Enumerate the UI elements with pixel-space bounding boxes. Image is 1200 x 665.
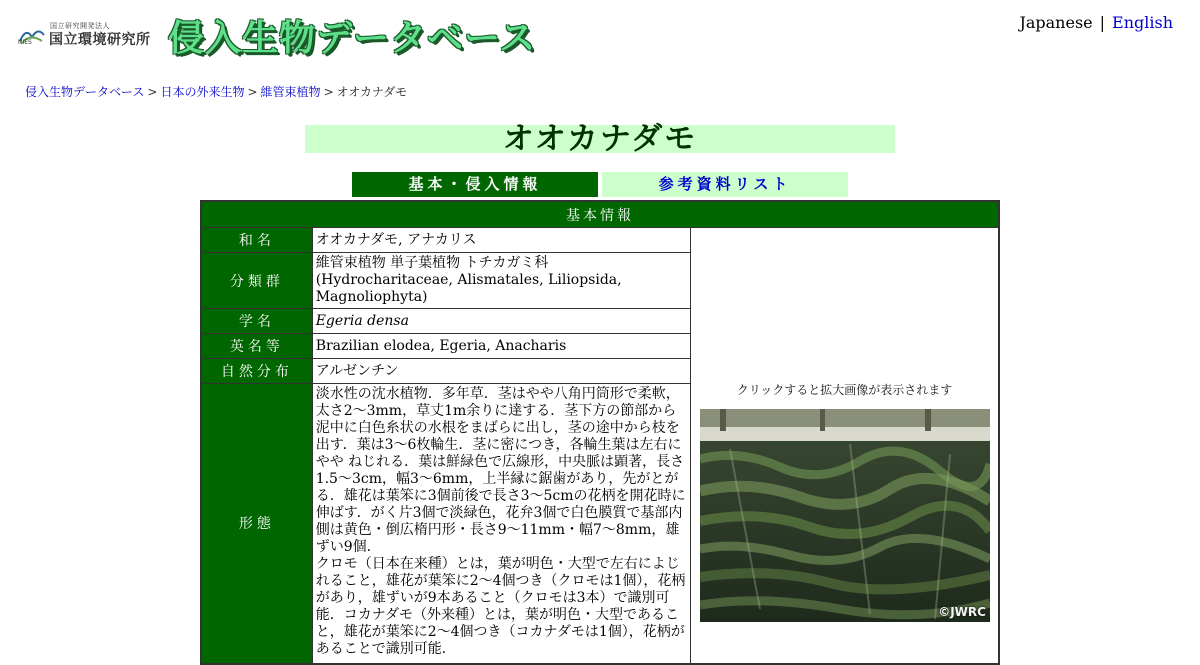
table-header: 基本情報 [201, 201, 999, 228]
label-morphology: 形態 [201, 384, 312, 664]
breadcrumb-current: オオカナダモ [336, 85, 408, 99]
svg-text:NIES: NIES [18, 39, 32, 45]
taxonomy-latin: (Hydrocharitaceae, Alismatales, Liliopsida, Magnoliophyta) [315, 272, 622, 305]
breadcrumb-link-database[interactable]: 侵入生物データベース [25, 85, 145, 99]
language-switcher [1019, 13, 1173, 32]
morphology-description: 淡水性の沈水植物．多年草．茎はやや八角円筒形で柔軟，太さ2～3mm，草丈1m余りに達する．茎下方の節部から泥中に白色糸状の水根をまばらに出し，茎の途中から枝を出す．葉は3～6枚輪生．茎に密につき，各輪生葉は左右にやや ねじれる．葉は鮮緑色で広線形，中央脈は顕著，長さ1.5～3cm，幅3～6mm，上半縁に鋸歯があり，先がとがる．雄花は葉笨に3個前後で長さ3～5cmの花柄を開花時に伸ばす．がく片3個で淡緑色，花弁3個で白色膜質で基部内側は黄色・倒広楕円形・長さ9～11mm・幅7～8mm，雄ずい9個． [315, 386, 686, 555]
breadcrumb-link-vascular-plants[interactable]: 維管束植物 [260, 85, 321, 99]
label-japanese-name: 和名 [201, 228, 312, 253]
site-title-logo[interactable]: 侵入生物データベース [168, 18, 537, 59]
language-current: Japanese [1019, 13, 1093, 32]
species-title: オオカナダモ [305, 125, 895, 153]
label-native-range: 自然分布 [201, 359, 312, 384]
photo-click-note: クリックすると拡大画像が表示されます [736, 383, 953, 397]
breadcrumb-separator: > [147, 85, 158, 99]
species-photo[interactable] [700, 409, 990, 622]
basic-info-table [200, 200, 1000, 665]
photo-cell [690, 228, 999, 664]
org-name: 国立環境研究所 [49, 32, 151, 48]
tab-reference-list[interactable]: 参考資料リスト [602, 172, 848, 197]
value-scientific-name [312, 309, 690, 334]
value-japanese-name: オオカナダモ, アナカリス [312, 228, 690, 253]
breadcrumb-separator: > [247, 85, 258, 99]
nies-logo[interactable] [18, 18, 153, 48]
taxonomy-japanese: 維管束植物 単子葉植物 トチカガミ科 [315, 255, 549, 271]
breadcrumb-link-alien-species[interactable]: 日本の外来生物 [160, 85, 245, 99]
morphology-identification: クロモ（日本在来種）とは，葉が明色・大型で左右によじれること，雄花が葉笨に2～4個つき（クロモは1個），花柄があり，雄ずいが9本あること（クロモは3本）で識別可能．コカナダモ（外来種）とは，葉が明色・大型であること，雄花が葉笨に2～4個つき（コカナダモは1個），花柄があることで識別可能． [315, 556, 686, 657]
breadcrumb [25, 83, 407, 100]
value-english-name: Brazilian elodea, Egeria, Anacharis [312, 334, 690, 359]
org-type-label: 国立研究開発法人 [50, 22, 110, 30]
species-photo-image [700, 409, 990, 622]
value-native-range: アルゼンチン [312, 359, 690, 384]
scientific-name-text: Egeria densa [315, 312, 409, 329]
site-header [0, 0, 1200, 70]
photo-credit: ©JWRC [938, 605, 986, 619]
tab-basic-info[interactable]: 基本・侵入情報 [352, 172, 598, 197]
nies-logo-icon [18, 25, 46, 45]
label-taxonomy: 分類群 [201, 253, 312, 309]
language-english-link[interactable]: English [1112, 13, 1173, 32]
label-english-name: 英名等 [201, 334, 312, 359]
value-taxonomy [312, 253, 690, 309]
breadcrumb-separator: > [323, 85, 334, 99]
label-scientific-name: 学名 [201, 309, 312, 334]
value-morphology [312, 384, 690, 664]
photo-area [691, 228, 998, 638]
language-separator: | [1099, 13, 1106, 32]
